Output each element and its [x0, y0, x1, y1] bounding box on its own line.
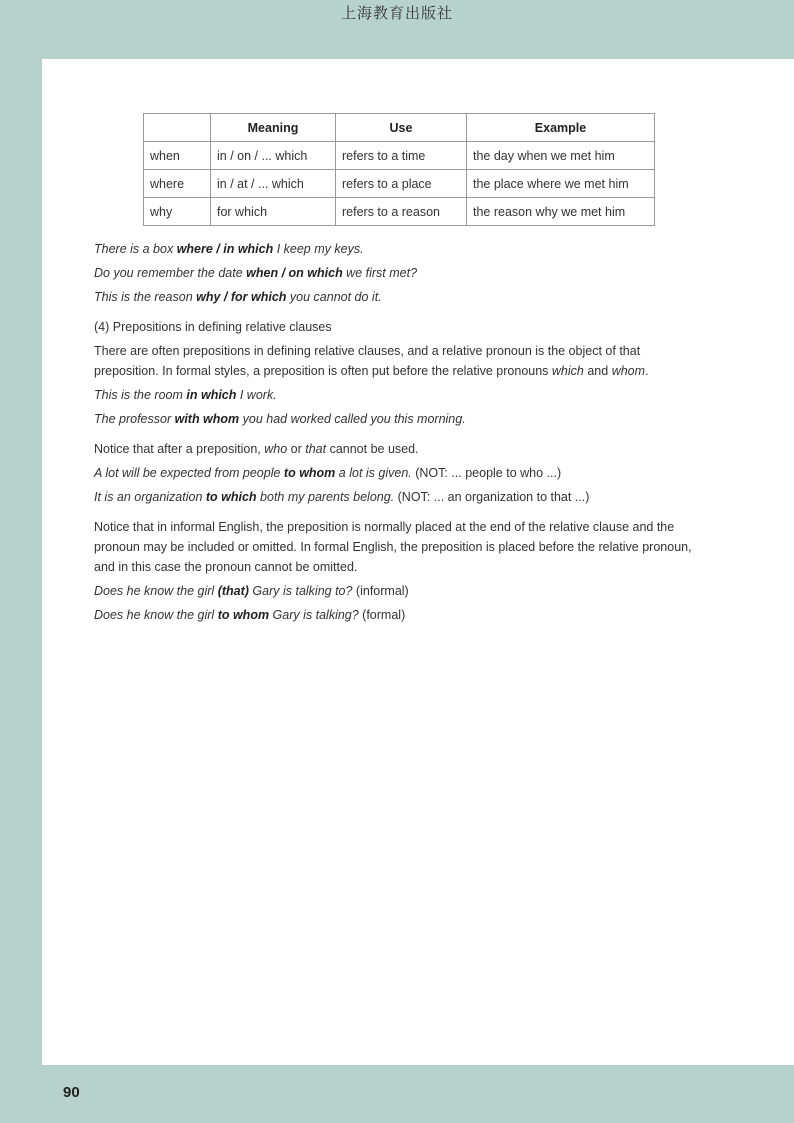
example-bold: (that) — [217, 584, 249, 598]
example-text: you had worked called you this morning. — [239, 412, 466, 426]
table-header-row — [144, 114, 655, 142]
example-text: Does he know the girl — [94, 584, 218, 598]
italic-term: whom — [611, 364, 646, 378]
table-cell: refers to a place — [336, 170, 467, 198]
table-cell: for which — [211, 198, 336, 226]
example-note: (NOT: ... an organization to that ...) — [394, 490, 590, 504]
table-header-cell: Meaning — [211, 114, 336, 142]
table-cell: the place where we met him — [467, 170, 655, 198]
example-text: I work. — [236, 388, 277, 402]
example-bold: where / in which — [176, 242, 274, 256]
section-heading: (4) Prepositions in defining relative clauses — [94, 320, 332, 334]
example-text: both my parents belong. — [256, 490, 395, 504]
example-text: This is the reason — [94, 290, 197, 304]
body-text: and — [583, 364, 612, 378]
example-text: you cannot do it. — [286, 290, 382, 304]
italic-term: who — [264, 442, 288, 456]
table-cell: in / at / ... which — [211, 170, 336, 198]
example-bold: when / on which — [246, 266, 343, 280]
example-sentence — [94, 263, 706, 283]
table-row — [144, 142, 655, 170]
table-cell: in / on / ... which — [211, 142, 336, 170]
page-number: 90 — [63, 1084, 80, 1101]
main-text — [94, 239, 706, 629]
example-sentence — [94, 605, 706, 625]
example-bold: to whom — [283, 466, 336, 480]
example-text: This is the room — [94, 388, 187, 402]
example-text: It is an organization — [94, 490, 206, 504]
table-cell: refers to a time — [336, 142, 467, 170]
table-cell: the reason why we met him — [467, 198, 655, 226]
example-sentence — [94, 463, 706, 483]
publisher-header: 上海教育出版社 — [340, 4, 453, 22]
example-text: There is a box — [94, 242, 177, 256]
body-text: There are often prepositions in defining relative clauses, and a relative pronoun is the object of that preposition. In formal styles, a preposition is often put before the relative pronouns — [94, 344, 641, 378]
example-text: Does he know the girl — [94, 608, 218, 622]
example-text: I keep my keys. — [273, 242, 364, 256]
body-paragraph: Notice that in informal English, the preposition is normally placed at the end of the relative clause and the pronoun may be included or omitted. In formal English, the preposition is placed before the relative pronoun, and in this case the pronoun cannot be omitted. — [94, 520, 692, 574]
example-sentence — [94, 409, 706, 429]
example-bold: to whom — [217, 608, 270, 622]
relative-adverbs-table — [143, 113, 655, 226]
example-text: Do you remember the date — [94, 266, 247, 280]
example-text: A lot will be expected from people — [94, 466, 284, 480]
body-paragraph — [94, 439, 706, 459]
example-bold: in which — [186, 388, 237, 402]
body-text: . — [645, 364, 649, 378]
table-cell: the day when we met him — [467, 142, 655, 170]
example-sentence — [94, 385, 706, 405]
example-bold: to which — [205, 490, 257, 504]
body-text: cannot be used. — [326, 442, 419, 456]
example-bold: with whom — [174, 412, 240, 426]
table-cell: where — [144, 170, 211, 198]
table-cell: why — [144, 198, 211, 226]
example-text: a lot is given. — [335, 466, 412, 480]
example-note: (formal) — [358, 608, 406, 622]
example-sentence — [94, 287, 706, 307]
table-cell: refers to a reason — [336, 198, 467, 226]
example-sentence — [94, 239, 706, 259]
table-header-cell: Use — [336, 114, 467, 142]
example-text: Gary is talking? — [269, 608, 359, 622]
example-sentence — [94, 487, 706, 507]
table-row — [144, 198, 655, 226]
example-bold: why / for which — [196, 290, 287, 304]
example-note: (informal) — [352, 584, 409, 598]
page-body — [42, 59, 794, 1065]
example-note: (NOT: ... people to who ...) — [411, 466, 562, 480]
table-cell: when — [144, 142, 211, 170]
italic-term: that — [305, 442, 327, 456]
table-header-cell — [144, 114, 211, 142]
example-sentence — [94, 581, 706, 601]
example-text: we first met? — [342, 266, 418, 280]
body-text: or — [287, 442, 306, 456]
body-text: Notice that after a preposition, — [94, 442, 265, 456]
italic-term: which — [551, 364, 584, 378]
body-paragraph — [94, 341, 706, 381]
table-row — [144, 170, 655, 198]
table-header-cell: Example — [467, 114, 655, 142]
example-text: Gary is talking to? — [248, 584, 353, 598]
example-text: The professor — [94, 412, 175, 426]
